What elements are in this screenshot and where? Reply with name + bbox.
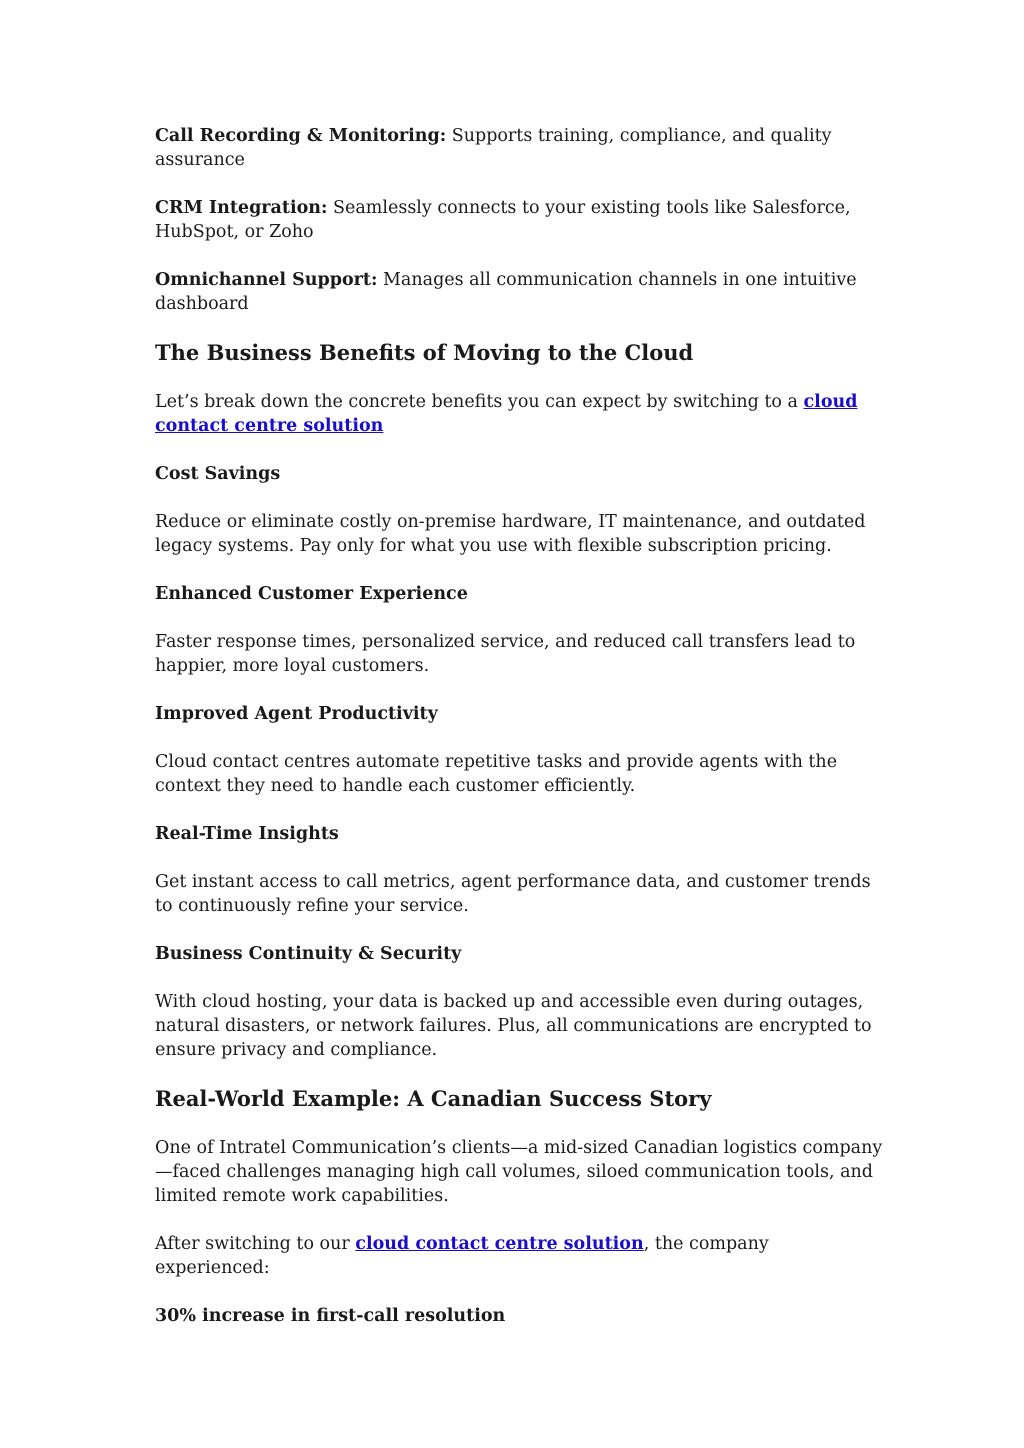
cloud-contact-centre-link-2[interactable]: cloud contact centre solution <box>355 1234 644 1254</box>
feature-text: Supports training, compliance, and quality assurance <box>155 126 832 170</box>
feature-call-recording <box>155 124 885 172</box>
example-heading: Real-World Example: A Canadian Success Story <box>155 1086 712 1111</box>
benefits-intro <box>155 390 885 438</box>
feature-omnichannel <box>155 268 885 316</box>
document-content <box>155 124 885 1328</box>
benefits-intro-text: Let’s break down the concrete benefits you can expect by switching to a <box>155 392 804 412</box>
benefit-title-cost-savings: Cost Savings <box>155 464 281 484</box>
benefit-title-agent-productivity: Improved Agent Productivity <box>155 704 438 724</box>
feature-crm-integration <box>155 196 885 244</box>
after-text-end: , the company experienced: <box>155 1234 769 1278</box>
after-text-start: After switching to our <box>155 1234 356 1254</box>
benefit-body-agent-productivity: Cloud contact centres automate repetitive tasks and provide agents with the context they need to handle each customer efficiently. <box>155 752 838 796</box>
feature-label: Omnichannel Support: <box>155 270 378 290</box>
feature-text: Seamlessly connects to your existing tools like Salesforce, HubSpot, or Zoho <box>155 198 851 242</box>
benefit-body-customer-experience: Faster response times, personalized service, and reduced call transfers lead to happier, more loyal customers. <box>155 632 856 676</box>
benefits-heading: The Business Benefits of Moving to the Cloud <box>155 340 694 365</box>
benefit-title-continuity-security: Business Continuity & Security <box>155 944 462 964</box>
example-paragraph: One of Intratel Communication’s clients—a mid-sized Canadian logistics company—faced challenges managing high call volumes, siloed communication tools, and limited remote work capabilities. <box>155 1138 883 1206</box>
benefit-title-real-time-insights: Real-Time Insights <box>155 824 339 844</box>
benefit-body-continuity-security: With cloud hosting, your data is backed up and accessible even during outages, natural disasters, or network failures. Plus, all communications are encrypted to ensure privacy and compliance. <box>155 992 872 1060</box>
feature-label: CRM Integration: <box>155 198 328 218</box>
benefit-body-real-time-insights: Get instant access to call metrics, agent performance data, and customer trends to continuously refine your service. <box>155 872 871 916</box>
feature-text: Manages all communication channels in one intuitive dashboard <box>155 270 857 314</box>
feature-label: Call Recording & Monitoring: <box>155 126 447 146</box>
after-switching-paragraph <box>155 1232 885 1280</box>
benefit-title-customer-experience: Enhanced Customer Experience <box>155 584 468 604</box>
result-first-call-resolution: 30% increase in first-call resolution <box>155 1306 506 1326</box>
benefit-body-cost-savings: Reduce or eliminate costly on-premise hardware, IT maintenance, and outdated legacy systems. Pay only for what you use with flexible subscription pricing. <box>155 512 866 556</box>
cloud-contact-centre-link[interactable]: cloud contact centre solution <box>155 392 858 436</box>
